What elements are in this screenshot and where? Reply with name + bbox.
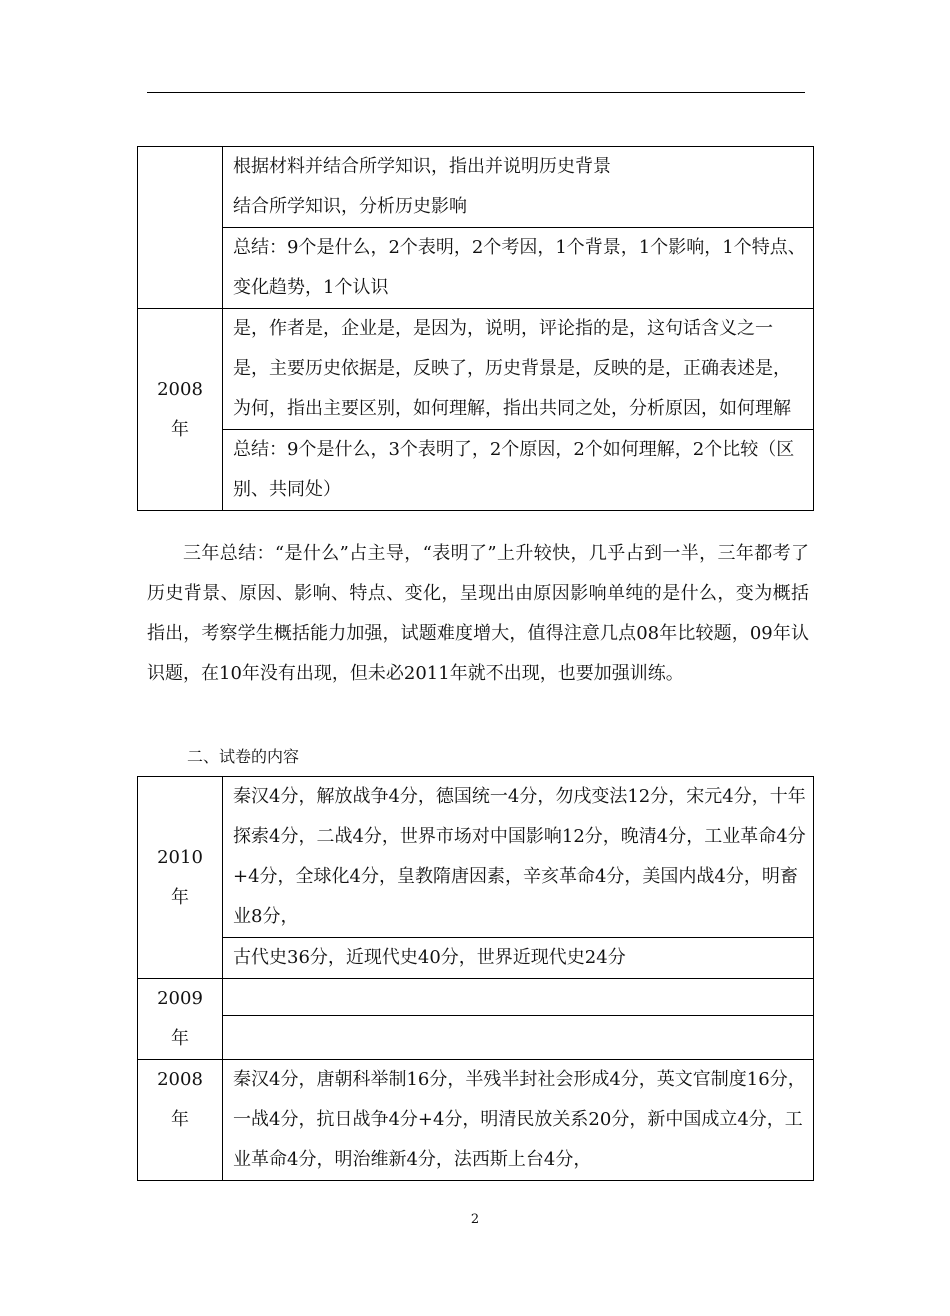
year-cell-2010: 2010 年 <box>138 777 223 979</box>
table-row <box>138 228 814 309</box>
table-row <box>138 147 814 228</box>
year-cell-2008: 2008 年 <box>138 309 223 511</box>
section-heading: 二、试卷的内容 <box>187 747 300 766</box>
year-cell-2009: 2009 年 <box>138 979 223 1060</box>
table-row <box>138 979 814 1016</box>
page-number: 2 <box>470 1212 480 1227</box>
header-rule <box>147 92 805 93</box>
content-cell: 秦汉4分，唐朝科举制16分，半残半封社会形成4分，英文官制度16分，一战4分，抗日战争4分+4分，明清民放关系20分，新中国成立4分，工业革命4分，明治维新4分，法西斯上台4分， <box>223 1060 814 1181</box>
year-cell-2008: 2008 年 <box>138 1060 223 1181</box>
question-types-cell: 是，作者是，企业是，是因为，说明，评论指的是，这句话含义之一是，主要历史依据是，反映了，历史背景是，反映的是，正确表述是，为何，指出主要区别，如何理解，指出共同之处，分析原因，如何理解 <box>223 309 814 430</box>
exam-content-table <box>137 776 814 1181</box>
exam-question-types-table <box>137 146 814 511</box>
table-row <box>138 938 814 979</box>
table-row <box>138 777 814 938</box>
summary-cell: 总结：9个是什么，3个表明了，2个原因，2个如何理解，2个比较（区别、共同处） <box>223 430 814 511</box>
year-cell-empty <box>138 147 223 309</box>
summary-cell: 古代史36分，近现代史40分，世界近现代史24分 <box>223 938 814 979</box>
table-row <box>138 1060 814 1181</box>
table-row <box>138 1016 814 1060</box>
table-row <box>138 430 814 511</box>
summary-cell: 总结：9个是什么，2个表明，2个考因，1个背景，1个影响，1个特点、变化趋势，1个认识 <box>223 228 814 309</box>
content-cell-empty <box>223 979 814 1016</box>
summary-cell-empty <box>223 1016 814 1060</box>
three-year-summary-paragraph: 三年总结：“是什么”占主导，“表明了”上升较快，几乎占到一半，三年都考了历史背景、原因、影响、特点、变化，呈现出由原因影响单纯的是什么，变为概括指出，考察学生概括能力加强，试题难度增大，值得注意几点08年比较题，09年认识题，在10年没有出现，但未必2011年就不出现，也要加强训练。 <box>147 543 809 684</box>
question-line: 结合所学知识，分析历史影响 <box>233 196 467 217</box>
question-types-cell <box>223 147 814 228</box>
content-cell: 秦汉4分，解放战争4分，德国统一4分，勿戌变法12分，宋元4分，十年探索4分，二战4分，世界市场对中国影响12分，晚清4分，工业革命4分+4分，全球化4分，皇教隋唐因素，辛亥革命4分，美国内战4分，明畜业8分， <box>223 777 814 938</box>
table-row <box>138 309 814 430</box>
question-line: 根据材料并结合所学知识，指出并说明历史背景 <box>233 156 611 177</box>
